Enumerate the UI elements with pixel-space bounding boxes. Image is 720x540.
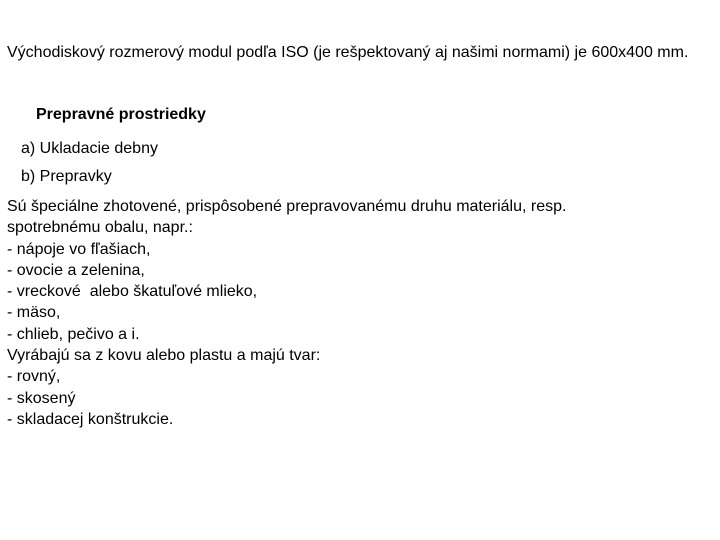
body-line: - rovný, <box>7 368 61 386</box>
list-item-prepravky: b) Prepravky <box>21 168 112 185</box>
intro-paragraph: Východiskový rozmerový modul podľa ISO (je rešpektovaný aj našimi normami) je 600x400 mm. <box>7 44 689 61</box>
body-line: - chlieb, pečivo a i. <box>7 325 140 343</box>
body-line: spotrebnému obalu, napr.: <box>7 219 193 237</box>
body-line: - nápoje vo fľašiach, <box>7 240 151 258</box>
list-item-ukladacie-debny: a) Ukladacie debny <box>21 140 158 157</box>
body-line: - skladacej konštrukcie. <box>7 410 174 428</box>
body-line: - vreckové alebo škatuľové mlieko, <box>7 283 258 301</box>
body-line: Sú špeciálne zhotovené, prispôsobené prepravovanému druhu materiálu, resp. <box>7 198 567 215</box>
body-line: - mäso, <box>7 304 61 322</box>
body-line: Vyrábajú sa z kovu alebo plastu a majú tvar: <box>7 347 321 365</box>
description-block <box>7 196 712 430</box>
body-line: - skosený <box>7 389 76 407</box>
body-line: - ovocie a zelenina, <box>7 261 145 279</box>
section-heading: Prepravné prostriedky <box>36 106 206 123</box>
